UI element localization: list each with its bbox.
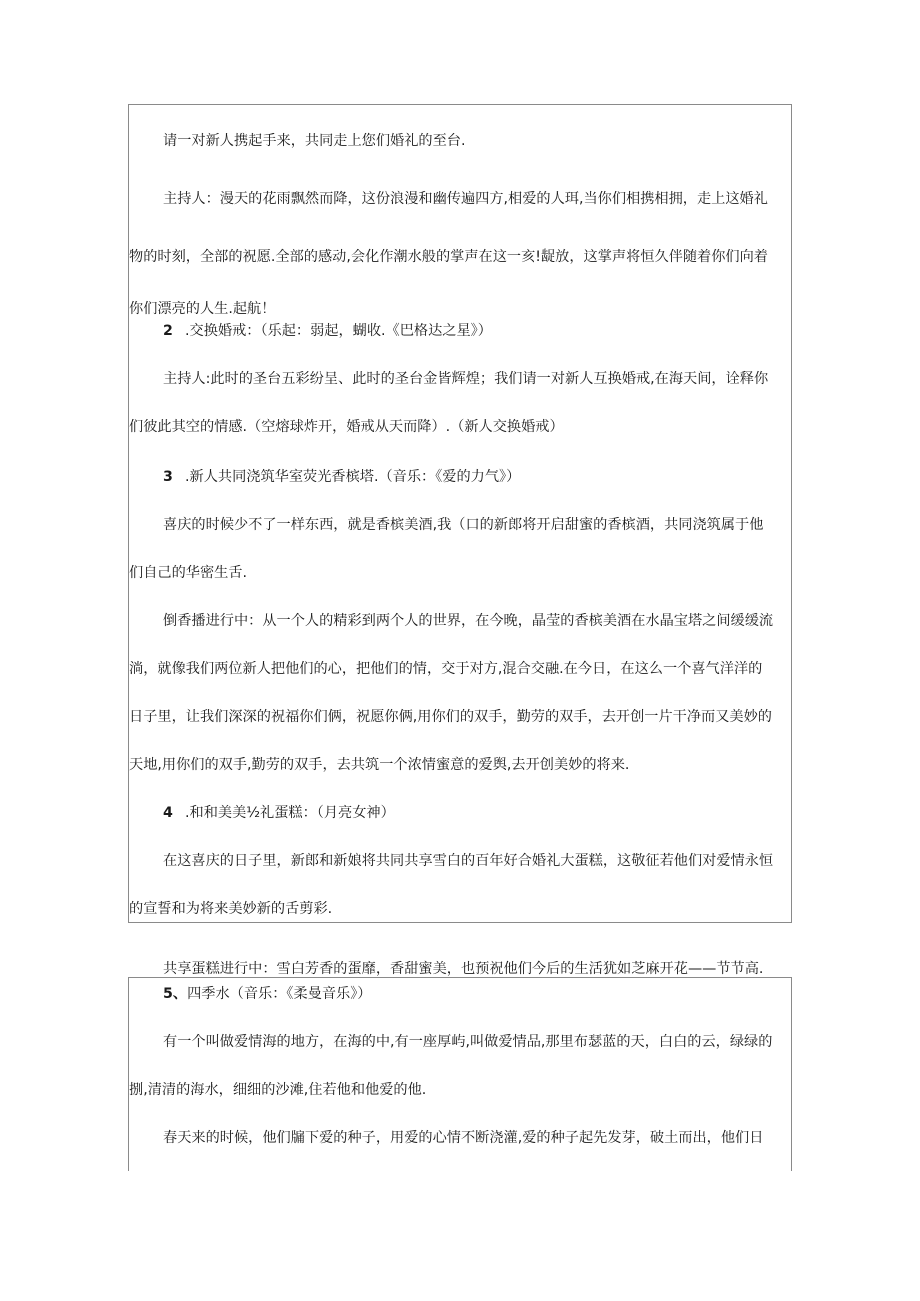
section-heading-2	[163, 321, 492, 341]
section-heading-4	[163, 803, 395, 823]
document-page-box-1	[128, 104, 792, 923]
section-title: 四季水（音乐：《柔曼音乐》）	[187, 986, 372, 1002]
section-heading-5	[163, 984, 372, 1004]
paragraph-line: 们彼此其空的情感.（空熔球炸开，婚戒从天而降）.（新人交换婚戒）	[129, 419, 564, 435]
paragraph-line: 的宣誓和为将来美妙新的舌剪彩.	[129, 901, 333, 917]
section-number: 5、	[163, 986, 188, 1002]
paragraph-line: 捌,清清的海水，细细的沙滩,住若他和他爱的他.	[129, 1082, 427, 1098]
paragraph-line: 主持人:此时的圣台五彩纷呈、此时的圣台金皆辉煌；我们请一对新人互换婚戒,在海天间，诠释你	[163, 371, 769, 387]
paragraph-line: 淌，就像我们两位新人把他们的心，把他们的情，交于对方,混合交融.在今日，在这么一个喜气洋洋的	[129, 661, 763, 677]
paragraph-line: 天地,用你们的双手,勤劳的双手，去共筑一个浓情蜜意的爱舆,去开创美妙的将来.	[129, 757, 630, 773]
paragraph-line: 请一对新人携起手来，共同走上您们婚礼的至台.	[163, 133, 466, 149]
section-title: .交换婚戒：（乐起：弱起，蝴收.《巴格达之星》）	[185, 323, 492, 339]
section-heading-3	[163, 467, 520, 487]
section-number: 3	[163, 469, 173, 485]
paragraph-between-pages: 共享蛋糕进行中：雪白芳香的蛋靡，香甜蜜美，也预祝他们今后的生活犹如芝麻开花——节节高.	[163, 961, 764, 977]
section-number: 2	[163, 323, 173, 339]
paragraph-line: 有一个叫做爱情海的地方，在海的中,有一座厚屿,叫做爱情品,那里布瑟蓝的天，白白的云，绿绿的	[163, 1034, 773, 1050]
section-number: 4	[163, 805, 173, 821]
paragraph-line: 在这喜庆的日子里，新郎和新娘将共同共享雪白的百年好合婚礼大蛋糕，这敬征若他们对爱情永恒	[163, 853, 774, 869]
paragraph-line: 们自己的华密生舌.	[129, 565, 248, 581]
paragraph-line: 主持人：漫天的花雨飘然而降，这份浪漫和幽传遍四方,相爱的人珥,当你们相携相拥，走上这婚礼	[163, 191, 768, 207]
paragraph-line: 春天来的时候，他们牖下爱的种子，用爱的心情不断浇灌,爱的种子起先发芽，破土而出，他们日	[163, 1130, 764, 1146]
paragraph-line: 你们漂亮的人生.起航！	[129, 301, 276, 317]
paragraph-line: 日子里，让我们深深的祝福你们俩，祝愿你俩,用你们的双手，勤劳的双手，去开创一片干净而又美妙的	[129, 709, 772, 725]
paragraph-line: 物的时刻，全部的祝愿.全部的感动,会化作潮水般的掌声在这一亥!龊放，这掌声将恒久伴随着你们向着	[129, 249, 768, 265]
section-title: .新人共同浇筑华室荧光香槟塔.（音乐：《爱的力气》）	[185, 469, 521, 485]
paragraph-line: 倒香播进行中：从一个人的精彩到两个人的世界，在今晚，晶莹的香槟美酒在水晶宝塔之间缓缓流	[163, 613, 774, 629]
document-page-box-2	[128, 977, 792, 1171]
paragraph-line: 喜庆的时候少不了一样东西，就是香槟美酒,我（口的新郎将开启甜蜜的香槟酒，共同浇筑属于他	[163, 517, 764, 533]
section-title: .和和美美½礼蛋糕：（月亮女神）	[185, 805, 395, 821]
